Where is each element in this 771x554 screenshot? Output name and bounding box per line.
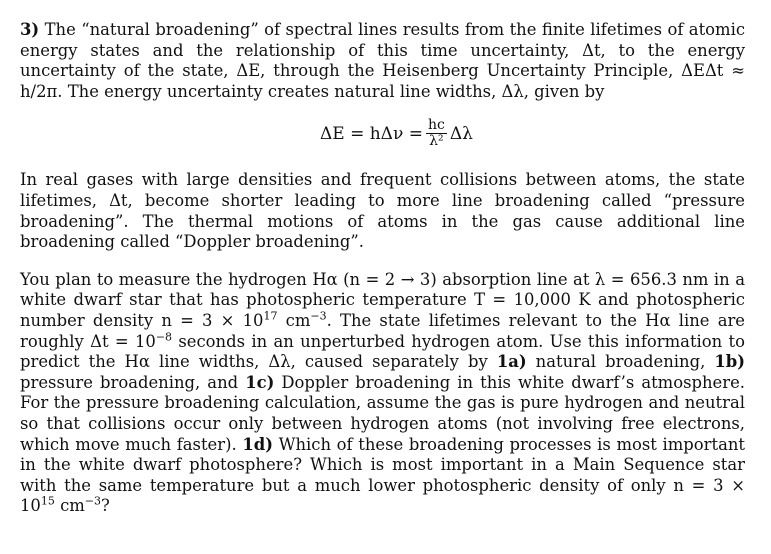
task-text-10: ? [101, 496, 110, 516]
fraction-numerator: hc [427, 117, 445, 134]
label-1a: 1a) [496, 352, 527, 372]
task-text-3: . The state lifetimes relevant to the Hα line are roughly Δt = 10 [20, 310, 746, 351]
exponent-1: 17 [263, 309, 278, 323]
task-text-7: Doppler broadening in this white dwarf’s atmosphere. For the pressure broadening calculation, assume the gas is pure hydrogen and neutral so that collisions occur only between hydrogen atoms (not involving free electrons, which move much faster). [20, 372, 745, 454]
label-1b: 1b) [714, 352, 745, 372]
task-text-8: Which of these broadening processes is most important in the white dwarf photosphere? Which is most important in a Main Sequence star with the same temperature but a much lower photospheric density of only n = 3 × 10 [20, 434, 745, 516]
exponent-4: 15 [40, 494, 55, 508]
problem-number: 3) [20, 20, 40, 39]
task-text-4: seconds in an unperturbed hydrogen atom. Use this information to predict the Hα line widths, Δλ, caused separately by [20, 331, 745, 372]
exponent-5: −3 [84, 494, 102, 508]
task-text-5: natural broadening, [526, 352, 715, 372]
task-text-1: You plan to measure the hydrogen Hα (n = 2 → 3) absorption line at λ = 656.3 nm in a white dwarf star that has photospheric temperature T = 10,000 K and photospheric number density n = 3 × 10 [20, 269, 745, 330]
task-text-9: cm [54, 496, 85, 516]
equation-rhs: Δλ [449, 123, 473, 144]
intro-text: The “natural broadening” of spectral lines results from the finite lifetimes of atomic energy states and the relationship of this time uncertainty, Δt, to the energy uncertainty of the state, ΔE, through the Heisenberg Uncertainty Principle, ΔEΔt ≈ h/2π. The energy uncertainty creates natural line widths, Δλ, given by [20, 20, 745, 101]
problem-intro [20, 20, 745, 102]
task-text-2: cm [277, 310, 311, 330]
paragraph-broadening-types: In real gases with large densities and frequent collisions between atoms, the state lifetimes, Δt, become shorter leading to more line broadening called “pressure broadening”. The thermal motions of atoms in the gas cause additional line broadening called “Doppler broadening”. [20, 170, 745, 252]
equation-fraction [426, 118, 447, 149]
exponent-3: −8 [155, 330, 173, 344]
label-1d: 1d) [242, 434, 273, 454]
fraction-denominator: λ² [429, 133, 444, 150]
equation-lhs: ΔE = hΔν = [320, 123, 423, 144]
task-text-6: pressure broadening, and [20, 372, 246, 392]
exponent-2: −3 [310, 309, 327, 323]
equation-block [20, 102, 745, 170]
label-1c: 1c) [245, 372, 275, 392]
paragraph-task [20, 270, 745, 517]
broadening-equation [320, 118, 473, 149]
